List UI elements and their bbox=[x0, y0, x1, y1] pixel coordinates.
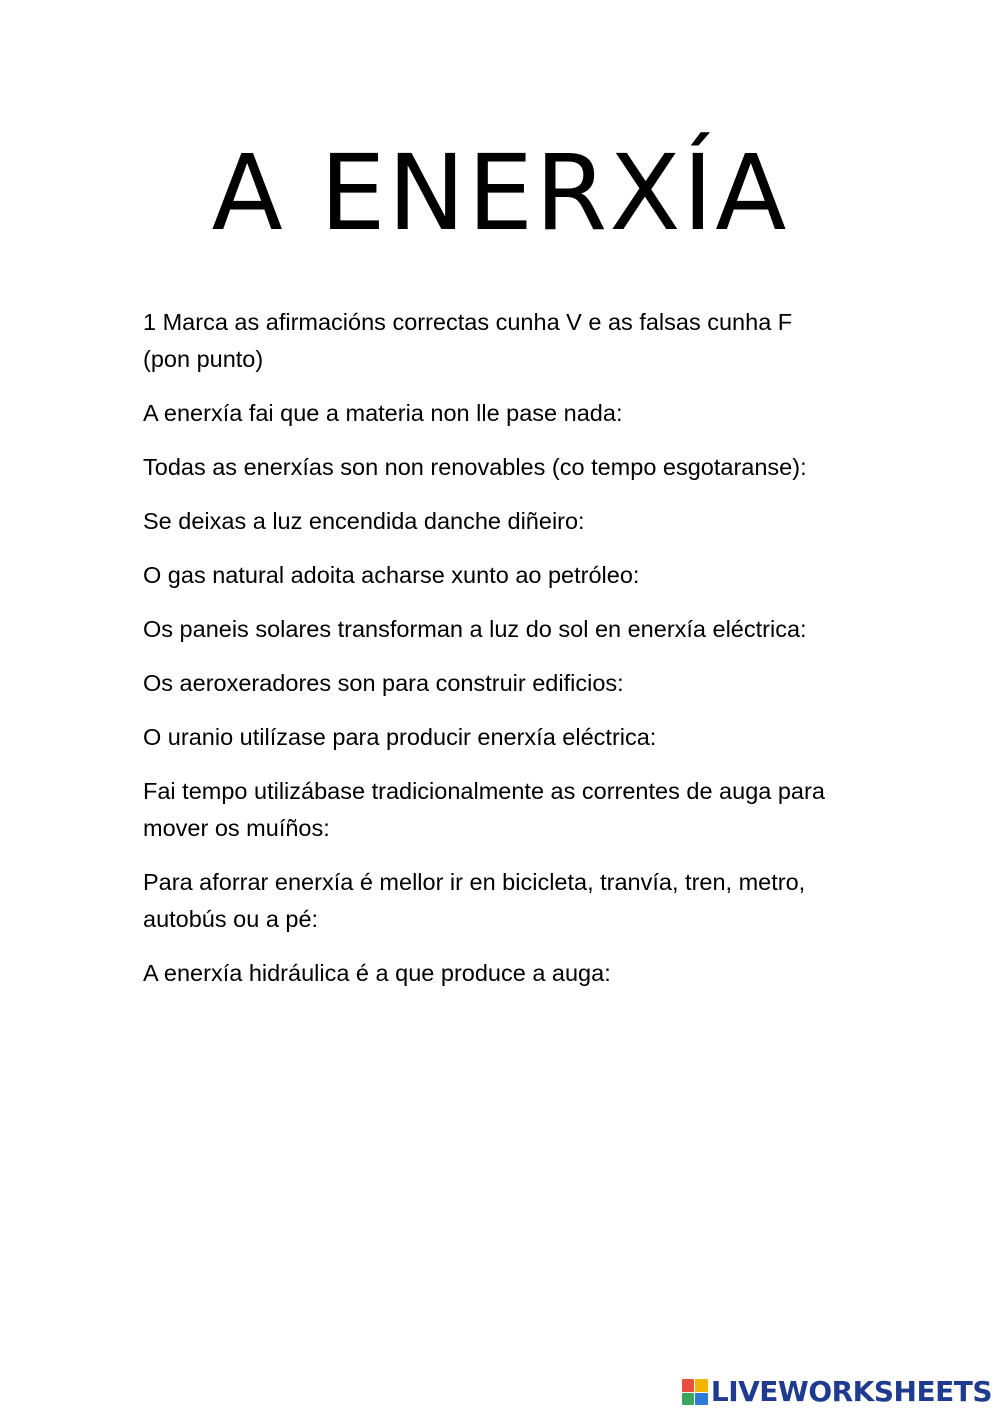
instruction bbox=[143, 304, 873, 378]
statement-3: Se deixas a luz encendida danche diñeiro: bbox=[143, 508, 585, 534]
statement-5: Os paneis solares transforman a luz do sol en enerxía eléctrica: bbox=[143, 616, 807, 642]
liveworksheets-logo bbox=[682, 1377, 992, 1407]
statement-9: Para aforrar enerxía é mellor ir en bicicleta, tranvía, tren, metro, autobús ou a pé: bbox=[143, 869, 806, 932]
instruction-line-1: 1 Marca as afirmacións correctas cunha V e as falsas cunha F bbox=[143, 309, 793, 335]
page-title: A ENERXÍA bbox=[211, 132, 789, 254]
statement-8: Fai tempo utilizábase tradicionalmente as correntes de auga para mover os muíños: bbox=[143, 778, 825, 841]
statement-7: O uranio utilízase para producir enerxía eléctrica: bbox=[143, 724, 657, 750]
worksheet-body bbox=[143, 304, 873, 1009]
liveworksheets-brand-text: LIVEWORKSHEETS bbox=[710, 1375, 992, 1408]
statement-6: Os aeroxeradores son para construir edificios: bbox=[143, 670, 624, 696]
statement-10: A enerxía hidráulica é a que produce a auga: bbox=[143, 960, 611, 986]
instruction-line-2: (pon punto) bbox=[143, 346, 264, 372]
statement-2: Todas as enerxías son non renovables (co tempo esgotaranse): bbox=[143, 454, 807, 480]
statement-1: A enerxía fai que a materia non lle pase nada: bbox=[143, 400, 623, 426]
statement-4: O gas natural adoita acharse xunto ao petróleo: bbox=[143, 562, 640, 588]
liveworksheets-logo-icon bbox=[682, 1379, 708, 1405]
